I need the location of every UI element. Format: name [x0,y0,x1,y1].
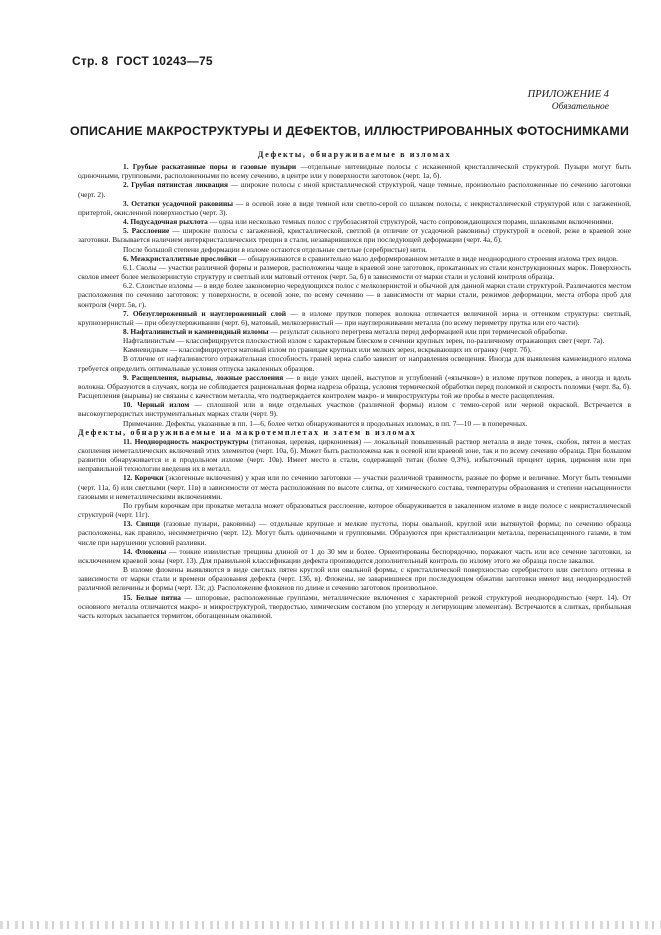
paragraph [78,593,631,620]
paragraph [78,473,631,500]
paragraph [78,217,631,226]
paragraph-text: — шпоровые, расположенные группами, металлические включения с характерной резкой структурой неоднородностью (черт. 14). От основного металла отличаются макро- и микроструктурой, твердостью, химическим составом (по углероду и легирующим элементам). Встречаются в слитках, прибыльная часть которых засыпается термитом, обогащенным окалиной. [78,592,632,620]
defect-term: 14. Флокены [123,546,167,556]
paragraph-text: — в осевой зоне в виде темной или светло-серой со шлаком полосы, с некристаллической структурой или с загаженной, притертой, окисленной поверхностью (черт. 3). [78,198,631,217]
paragraph-text: — обнаруживаются в сравнительно мало деформированном металле в виде неоднородного строения излома трех видов. [236,253,619,263]
paragraph-text: 6.1. Сколы — участки различной формы и размеров, расположены чаще в краевой зоне заготовок, прокатанных из стали конструкционных марок. Поверхность сколов имеет более мелкозернистую структуру и светлый или матовый оттенок (черт. 5а, б) в зависимости от марки стали и условий контроля образца. [78,262,631,282]
document-title: ОПИСАНИЕ МАКРОСТРУКТУРЫ И ДЕФЕКТОВ, ИЛЛЮСТРИРОВАННЫХ ФОТОСНИМКАМИ [70,124,630,138]
defect-term: 7. Обезуглероженный и науглероженный слой [123,308,287,318]
section-heading: Дефекты, обнаруживаемые на макротемплетах и затем в изломах [78,427,417,437]
paragraph [78,263,631,281]
paragraph [78,419,631,428]
paragraph [78,345,631,354]
defect-term: 2. Грубая пятнистая ликвация [123,180,229,190]
paragraph [78,226,631,244]
defect-term: 8. Нафталинистый и камневидный изломы [123,326,269,336]
paragraph-text: — в изломе прутков поперек волокна отличается величиной зерна и оттенком структуры: светлый, крупнозернистый — при обезуглероживании (черт. 6), матовый, мелкозернистый — при науглероживании металла (по всему периметру прутка или его части). [78,308,631,327]
paragraph-text: (экзогенные включения) у края или по сечению заготовки — участки различной травимости, разные по форме и величине. Могут быть темными (черт. 11а, б) или светлыми (черт. 11в) в зависимости от места расположения по высоте слитка, от химического состава, температуры образования и степени насыщенности газовыми и неметаллическими включениями. [78,473,631,501]
defect-term: 15. Белые пятна [123,592,181,602]
paragraph-text: 6.2. Слоистые изломы — в виде более закономерно чередующихся полос с мелкозернистой и обычной для данной марки стали структурой. Различаются местом расположения по сечению заготовок: у поверхности, в осевой зоне, по всему сечению — в зависимости от марки стали, режимов деформации, места отбора проб для контроля (черт. 5в, г). [78,281,631,309]
defect-term: 4. Подусадочная рыхлота [123,217,208,227]
defect-term: 9. Расщепления, вырывы, ложные расслоения [123,372,284,382]
paragraph [78,547,631,565]
defect-term: 13. Свищи [123,519,160,529]
paragraph-text: — широкие полосы с загаженной, кристаллической, светлой (в отличие от усадочной раковины) структурой в осевой, реже в краевой зоне заготовки. Вызывается наличием интеркристаллических трещин в стали, незаварившихся при последующей деформации (черт. 4а, б). [78,226,631,245]
defect-term: 12. Корочки [123,473,164,483]
paragraph [78,199,631,217]
paragraph-text: — тонкие извилистые трещины длиной от 1 до 30 мм и более. Ориентированы беспорядочно, поражают часть или все сечение заготовки, за исключением краевой зоны (черт. 13). Для правильной классификации дефекта производится дополнительный контроль по излому этого же образца после закалки. [78,546,631,565]
paragraph-text: —отдельные нитевидные полосы с искаженной кристаллической структурой. Пузыри могут быть одиночными, групповыми, расположенными по всему сечению, в центре или у поверхности заготовок (черт. 1а, б). [78,162,631,181]
paragraph [78,309,631,327]
appendix-number: ПРИЛОЖЕНИЕ 4 [527,89,609,100]
paragraph [78,400,631,418]
defect-term: 1. Грубые раскатанные поры и газовые пузыри [123,162,297,172]
paragraph-text: В отличие от нафталинистого отражательная способность граней зерна слабо зависит от направления освещения. Иногда для выявления камневидного излома требуется определить оптимальные условия отпуска закаленных образцов. [78,354,631,373]
paragraph [78,327,631,336]
paragraph-group [78,162,631,428]
defect-term: 5. Расслоение [123,226,170,236]
paragraph [78,180,631,198]
paragraph-text: В изломе флокены выявляются в виде светлых пятен круглой или овальной формы, с кристаллической поверхностью серебристого или светлого оттенка в зависимости от марки стали и времени образования дефекта (черт. 13б, в). Флокены, не заварившиеся при последующем обжатии заготовки имеют вид неоднородностей различной величины и формы (черт. 13г, д). Расположение флокенов по длине и сечению заготовок произвольное. [78,565,631,593]
paragraph-text: Нафталинистым — классифицируется плоскостной излом с характерным блеском в сечении крупных зерен, по-различному отражающих свет (черт. 7а). [123,336,605,346]
paragraph-text: По грубым корочкам при прокатке металла может образоваться расслоение, которое обнаруживается в закаленном изломе в виде полосе с некристаллической структурой (черт. 11г). [78,500,631,520]
page-number: Стр. 8 [72,54,109,68]
paragraph [78,565,631,592]
page-header [72,54,213,68]
paragraph [78,281,631,308]
paragraph [78,501,631,519]
paragraph-group [78,437,631,620]
appendix-label [528,88,609,114]
paragraph [78,519,631,546]
defect-term: 10. Черный излом [123,400,190,410]
paragraph-text: Примечание. Дефекты, указанные в пп. 1—6, более четко обнаруживаются в продольных изломах, в пп. 7—10 — в поперечных. [123,418,528,428]
paragraph [78,162,631,180]
paragraph-text: — результат сильного перегрева металла перед деформацией или при термической обработке. [268,326,568,336]
defect-term: 3. Остатки усадочной раковины [123,198,234,208]
standard-code: ГОСТ 10243—75 [116,54,213,68]
paragraph-text: — одна или несколько темных полос с грубозаснятой структурой, часто сопровождающихся порами, шлаковыми включениями. [207,217,614,227]
paragraph [78,354,631,372]
document-body [78,148,631,913]
defect-term: 11. Неоднородность макроструктуры [123,436,249,446]
paragraph-text: (титановая, церевая, циркониевая) — локальный повышенный раствор металла в виде точек, скобок, пятен в местах скопления неметаллических включений этих элементов (черт. 10а, б). Может быть расположена как в осевой или краевой зоне, так и по всему сечению образца. При большом развитии обнаруживается и в продольном изломе (черт. 10в). Имеет место в стали, содержащей титан (более 0,3%), избыточный процент церия, циркония или при неправильной технологии введения их в металл. [78,436,631,474]
paragraph [78,373,631,400]
paragraph-text: — в виде узких щелей, выступов и углублений («язычков») в изломе прутков поперек, а иногда и вдоль волокна. Образуются в случаях, когда не соблюдается рациональная форма надреза образца, условия термической обработки перед поломкой и скорость поломки (черт. 8а, б). Расщепления (вырывы) не связаны с качеством металла, что подтверждается контролем макро- и микроструктуры той же пробы в месте расщепления. [78,372,631,401]
paragraph [78,245,631,254]
paragraph-text: — сплошной или в виде отдельных участков (различной формы) излом с темно-серой или черной окраской. Встречается в высокоуглеродистых инструментальных марках стали (черт. 9). [78,400,631,419]
paragraph-text: После большой степени деформации в изломе остаются отдельные светлые (серебристые) нити. [123,244,428,254]
section-heading: Дефекты, обнаруживаемые в изломах [257,150,452,159]
paragraph-text: (газовые пузыри, раковины) — отдельные крупные и мелкие пустоты, поры овальной, круглой или вытянутой формы; по сечению образца расположены, как правило, несимметрично (черт. 12). Могут быть одиночными и групповыми. Образуются при кристаллизации металла, перенасыщенного газами, в том числе при нарушении условий разливки. [78,519,631,547]
paragraph-text: — широкие полосы с иной кристаллической структурой, чаще темные, произвольно расположенные по сечению заготовки (черт. 2). [78,180,631,199]
paragraph-text: Камневидным — классифицируется матовый излом по границам крупных или мелких зерен, вскрывающих их огранку (черт. 7б). [123,345,532,355]
paragraph [78,254,631,263]
appendix-status: Обязательное [551,102,609,112]
defect-term: 6. Межкристаллитные прослойки [123,253,237,263]
scan-edge-artifact [0,921,661,929]
paragraph [78,336,631,345]
paragraph [78,437,631,474]
